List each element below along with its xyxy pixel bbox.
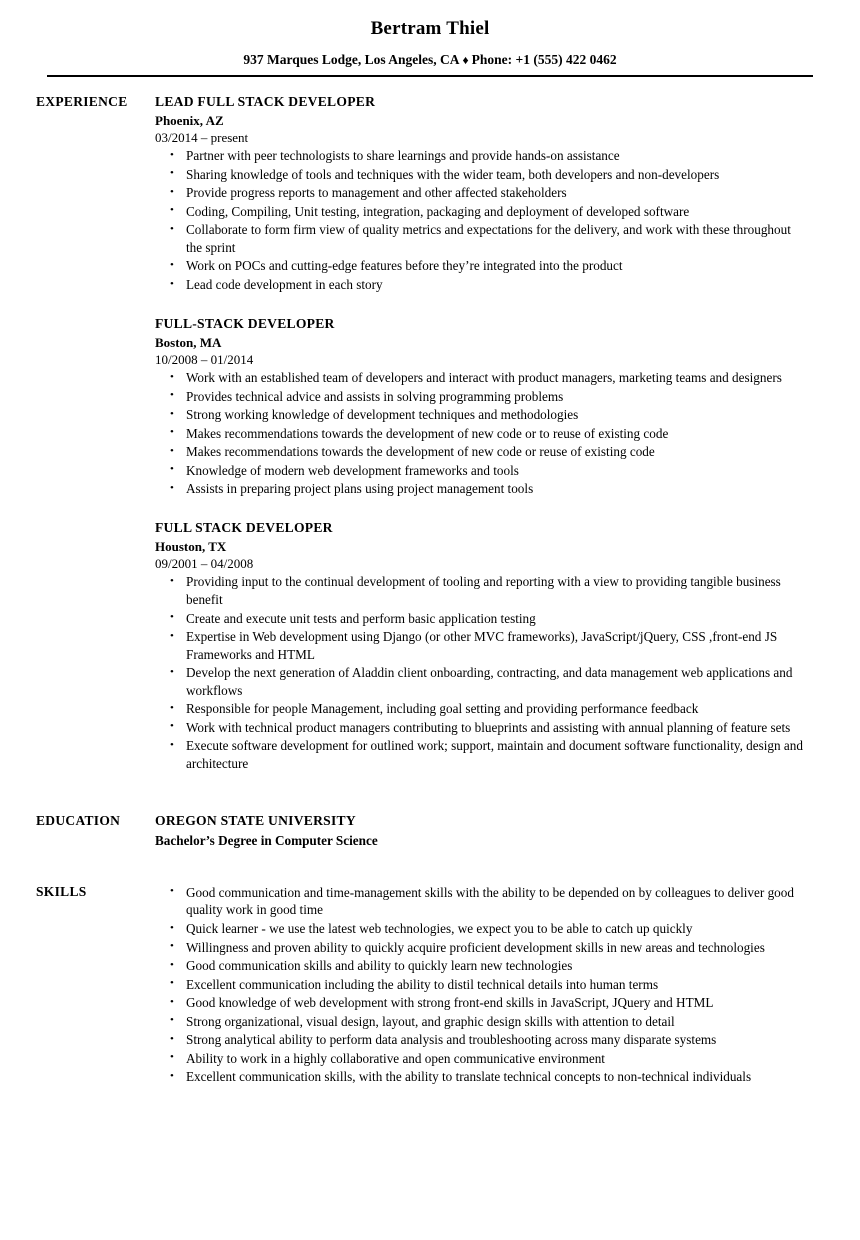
job-bullet-list: [155, 147, 808, 293]
resume-header: [0, 0, 860, 77]
bullet-item: • Good communication skills and ability to quickly learn new technologies: [155, 957, 808, 975]
bullet-item: • Coding, Compiling, Unit testing, integration, packaging and deployment of developed software: [155, 203, 808, 221]
bullet-item: • Provides technical advice and assists in solving programming problems: [155, 388, 808, 406]
experience-entry: [155, 315, 808, 498]
job-location: Phoenix, AZ: [155, 113, 224, 129]
bullet-item: • Provide progress reports to management and other affected stakeholders: [155, 184, 808, 202]
section-experience: [0, 93, 860, 773]
job-dates: 09/2001 – 04/2008: [155, 556, 254, 572]
section-education: [0, 812, 860, 849]
bullet-item: • Excellent communication including the ability to distil technical details into human terms: [155, 976, 808, 994]
bullet-item: • Good knowledge of web development with strong front-end skills in JavaScript, JQuery and HTML: [155, 994, 808, 1012]
bullet-item: • Makes recommendations towards the development of new code or reuse of existing code: [155, 443, 808, 461]
bullet-item: • Work on POCs and cutting-edge features before they’re integrated into the product: [155, 257, 808, 275]
experience-entry: [155, 519, 808, 773]
bullet-item: • Create and execute unit tests and perform basic application testing: [155, 610, 808, 628]
job-dates: 03/2014 – present: [155, 129, 249, 145]
header-divider: [47, 75, 813, 77]
section-label-experience: EXPERIENCE: [36, 93, 128, 109]
bullet-item: • Strong working knowledge of development techniques and methodologies: [155, 406, 808, 424]
bullet-item: • Knowledge of modern web development frameworks and tools: [155, 462, 808, 480]
bullet-item: • Work with technical product managers contributing to blueprints and assisting with annual planning of feature sets: [155, 719, 808, 737]
bullet-item: • Assists in preparing project plans using project management tools: [155, 480, 808, 498]
education-school: OREGON STATE UNIVERSITY: [155, 813, 356, 829]
job-bullet-list: [155, 573, 808, 772]
skills-bullet-list: [155, 884, 808, 1086]
bullet-item: • Responsible for people Management, including goal setting and providing performance feedback: [155, 700, 808, 718]
bullet-item: • Excellent communication skills, with the ability to translate technical concepts to non-technical individuals: [155, 1068, 808, 1086]
bullet-item: • Ability to work in a highly collaborative and open communicative environment: [155, 1050, 808, 1068]
bullet-item: • Partner with peer technologists to share learnings and provide hands-on assistance: [155, 147, 808, 165]
job-bullet-list: [155, 369, 808, 498]
bullet-item: • Strong analytical ability to perform data analysis and troubleshooting across many disparate systems: [155, 1031, 808, 1049]
experience-entry: [155, 93, 808, 294]
bullet-item: • Lead code development in each story: [155, 276, 808, 294]
bullet-item: • Willingness and proven ability to quickly acquire proficient development skills in new areas and technologies: [155, 939, 808, 957]
job-title: LEAD FULL STACK DEVELOPER: [155, 93, 376, 109]
job-title: FULL STACK DEVELOPER: [155, 519, 333, 535]
experience-body: [155, 93, 808, 773]
skills-body: [155, 883, 808, 1086]
bullet-item: • Quick learner - we use the latest web technologies, we expect you to be able to catch up quickly: [155, 920, 808, 938]
bullet-item: • Makes recommendations towards the development of new code or to reuse of existing code: [155, 425, 808, 443]
bullet-item: • Collaborate to form firm view of quality metrics and expectations for the delivery, and work with these throughout the sprint: [155, 221, 808, 256]
contact-phone: Phone: +1 (555) 422 0462: [471, 51, 617, 67]
diamond-separator-icon: ♦: [462, 52, 469, 67]
education-degree: Bachelor’s Degree in Computer Science: [155, 833, 378, 849]
section-label-education: EDUCATION: [36, 813, 121, 829]
education-body: [155, 812, 808, 849]
bullet-item: • Good communication and time-management skills with the ability to be depended on by colleagues to deliver good quality work in good time: [155, 884, 808, 919]
job-dates: 10/2008 – 01/2014: [155, 351, 254, 367]
bullet-item: • Strong organizational, visual design, layout, and graphic design skills with attention to detail: [155, 1013, 808, 1031]
bullet-item: • Providing input to the continual development of tooling and reporting with a view to providing tangible business benefit: [155, 573, 808, 608]
section-skills: [0, 883, 860, 1086]
job-location: Houston, TX: [155, 539, 227, 555]
contact-line: [0, 52, 860, 68]
bullet-item: • Execute software development for outlined work; support, maintain and document software functionality, design and architecture: [155, 737, 808, 772]
bullet-item: • Expertise in Web development using Django (or other MVC frameworks), JavaScript/jQuery, CSS ,front-end JS Frameworks and HTML: [155, 628, 808, 663]
section-label-skills: SKILLS: [36, 883, 87, 899]
job-location: Boston, MA: [155, 334, 222, 350]
job-title: FULL-STACK DEVELOPER: [155, 315, 335, 331]
bullet-item: • Develop the next generation of Aladdin client onboarding, contracting, and data management web applications and workflows: [155, 664, 808, 699]
contact-address: 937 Marques Lodge, Los Angeles, CA: [243, 51, 460, 67]
candidate-name: Bertram Thiel: [370, 18, 490, 39]
bullet-item: • Work with an established team of developers and interact with product managers, marketing teams and designers: [155, 369, 808, 387]
bullet-item: • Sharing knowledge of tools and techniques with the wider team, both developers and non-developers: [155, 166, 808, 184]
